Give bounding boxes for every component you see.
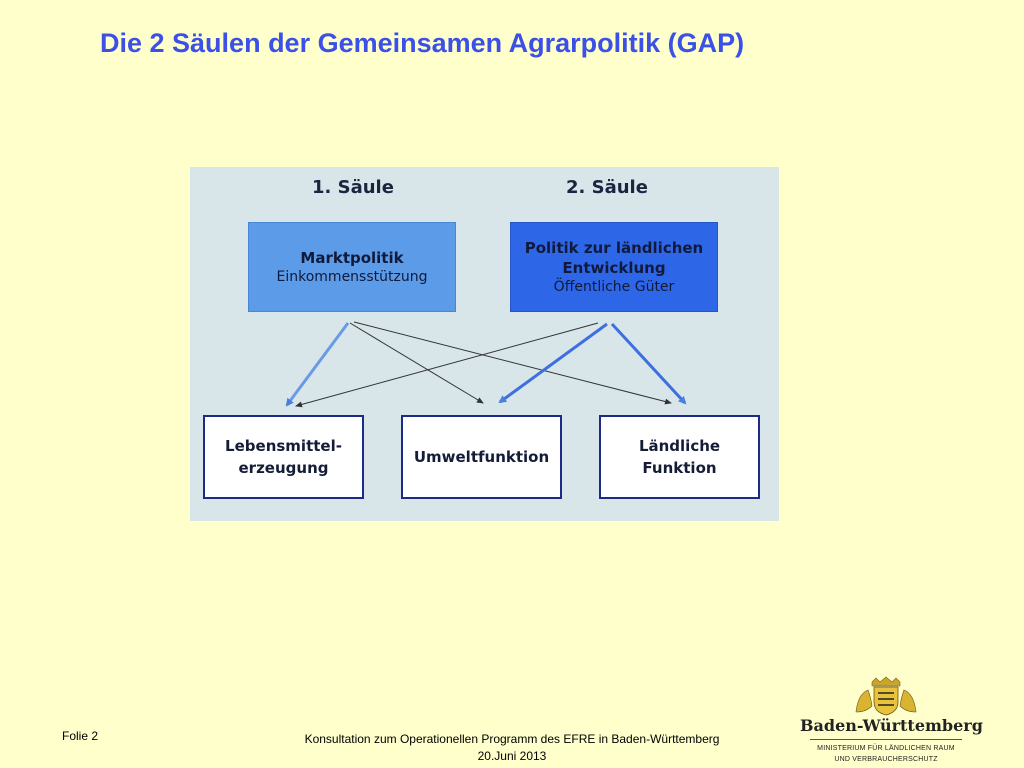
- logo-subtitle-line1: MINISTERIUM FÜR LÄNDLICHEN RAUM: [817, 745, 955, 752]
- market-policy-subtitle: Einkommensstützung: [276, 268, 428, 285]
- footer-line2: 20.Juni 2013: [477, 749, 547, 763]
- logo-name: Baden-Württemberg: [800, 716, 983, 735]
- rural-function-line2: Funktion: [642, 459, 717, 477]
- rural-function-box: [599, 415, 760, 499]
- rural-development-subtitle: Öffentliche Güter: [553, 278, 675, 295]
- rural-development-title-line2: Entwicklung: [562, 258, 666, 277]
- food-production-line1: Lebensmittel-: [225, 437, 342, 455]
- footer-text: [262, 731, 762, 765]
- baden-wuerttemberg-logo: [800, 676, 983, 766]
- slide-number: Folie 2: [62, 729, 99, 743]
- rural-development-box: [510, 222, 718, 312]
- logo-divider: [810, 739, 962, 740]
- slide-title: Die 2 Säulen der Gemeinsamen Agrarpolitik (GAP): [100, 28, 745, 58]
- rural-function-line1: Ländliche: [638, 437, 721, 455]
- footer-line1: Konsultation zum Operationellen Programm des EFRE in Baden-Württemberg: [304, 732, 720, 746]
- gap-diagram: [190, 167, 779, 521]
- environment-function-box: [401, 415, 562, 499]
- logo-subtitle: [800, 743, 972, 765]
- pillar2-heading: 2. Säule: [566, 177, 648, 198]
- arrow-market-to-food: [287, 323, 348, 405]
- food-production-box: [203, 415, 364, 499]
- market-policy-title: Marktpolitik: [300, 248, 404, 267]
- arrow-market-to-environment: [350, 323, 483, 403]
- environment-function-label: Umweltfunktion: [413, 448, 550, 466]
- arrow-market-to-rural: [354, 322, 671, 403]
- logo-subtitle-line2: UND VERBRAUCHERSCHUTZ: [834, 756, 938, 763]
- food-production-line2: erzeugung: [238, 459, 329, 477]
- pillar1-heading: 1. Säule: [312, 177, 394, 198]
- rural-development-title-line1: Politik zur ländlichen: [524, 238, 704, 257]
- market-policy-box: [248, 222, 456, 312]
- coat-of-arms-icon: [800, 676, 972, 716]
